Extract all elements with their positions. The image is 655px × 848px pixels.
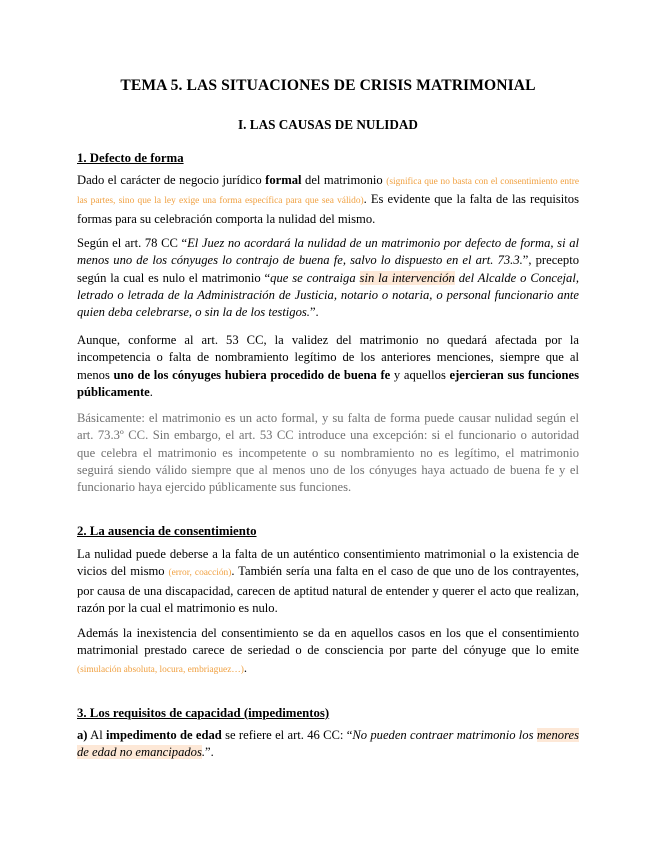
margin-note: (error, coacción) — [168, 568, 232, 579]
heading-defecto-de-forma: 1. Defecto de forma — [77, 151, 184, 165]
document-title: TEMA 5. LAS SITUACIONES DE CRISIS MATRIMONIAL — [120, 77, 536, 94]
paragraph-consentimiento: La nulidad puede deberse a la falta de un auténtico consentimiento matrimonial o la existencia de vicios del mismo (error, coacción). También sería una falta en el caso de que uno de los contrayentes, por causa de una discapacidad, carecen de aptitud natural de entender y querer el acto que realizan, razón por la cual el matrimonio es nulo. — [77, 547, 579, 615]
heading-ausencia-consentimiento: 2. La ausencia de consentimiento — [77, 524, 257, 538]
quote-art-78: El Juez no acordará la nulidad de un matrimonio por defecto de forma, si al menos uno de los cónyuges lo contrajo de buena fe, salvo lo dispuesto en el art. 73.3. — [77, 236, 579, 268]
paragraph-art-53: Aunque, conforme al art. 53 CC, la validez del matrimonio no quedará afectada por la incompetencia o falta de nombramiento legítimo de los anteriores menciones, siempre que al menos uno de los cónyuges hubiera procedido de buena fe y aquellos ejercieran sus funciones públicamente. — [77, 333, 580, 399]
margin-note: (simulación absoluta, locura, embriaguez…) — [77, 664, 244, 675]
paragraph-forma-intro: Dado el carácter de negocio jurídico formal del matrimonio (significa que no basta con el consentimiento entre las partes, sino que la ley exige una forma específica para que sea válido). Es evidente que la falta de las requisitos formas para su celebración comporta la nulidad del mismo. — [77, 173, 579, 226]
paragraph-summary: Básicamente: el matrimonio es un acto formal, y su falta de forma puede causar nulidad según el art. 73.3º CC. Sin embargo, el art. 53 CC introduce una excepción: si el funcionario o autoridad que celebra el matrimonio es incompetente o su nombramiento no es legítimo, el matrimonio seguirá siendo válido siempre que al menos uno de los cónyuges haya actuado de buena fe y el funcionario haya ejercido públicamente sus funciones. — [77, 411, 579, 495]
paragraph-inexistencia: Además la inexistencia del consentimiento se da en aquellos casos en los que el consentimiento matrimonial prestado carece de seriedad o de consciencia por parte del cónyuge que lo emite (simulación absoluta, locura, embriaguez…). — [77, 626, 579, 675]
heading-requisitos-capacidad: 3. Los requisitos de capacidad (impedimentos) — [77, 706, 330, 720]
paragraph-impedimento-edad: a) Al impedimento de edad se refiere el art. 46 CC: “No pueden contraer matrimonio los menores de edad no emancipados.”. — [77, 728, 580, 760]
margin-note: (significa que no basta con el consentimiento entre las partes, sino que la ley exige una forma específica para que sea válido) — [77, 177, 579, 207]
highlight-sin-intervencion: sin la intervención — [359, 270, 455, 285]
section-title: I. LAS CAUSAS DE NULIDAD — [238, 117, 418, 132]
paragraph-art-78: Según el art. 78 CC “El Juez no acordará la nulidad de un matrimonio por defecto de forma, si al menos uno de los cónyuges lo contrajo de buena fe, salvo lo dispuesto en el art. 73.3.”, precepto según la cual es nulo el matrimonio “que se contraiga sin la intervención del Alcalde o Concejal, letrado o letrada de la Administración de Justicia, notario o notaria, o personal funcionario ante quien deba celebrarse, o sin la de los testigos.”. — [77, 236, 579, 320]
highlight-menores: menores de edad no emancipados — [77, 728, 580, 760]
